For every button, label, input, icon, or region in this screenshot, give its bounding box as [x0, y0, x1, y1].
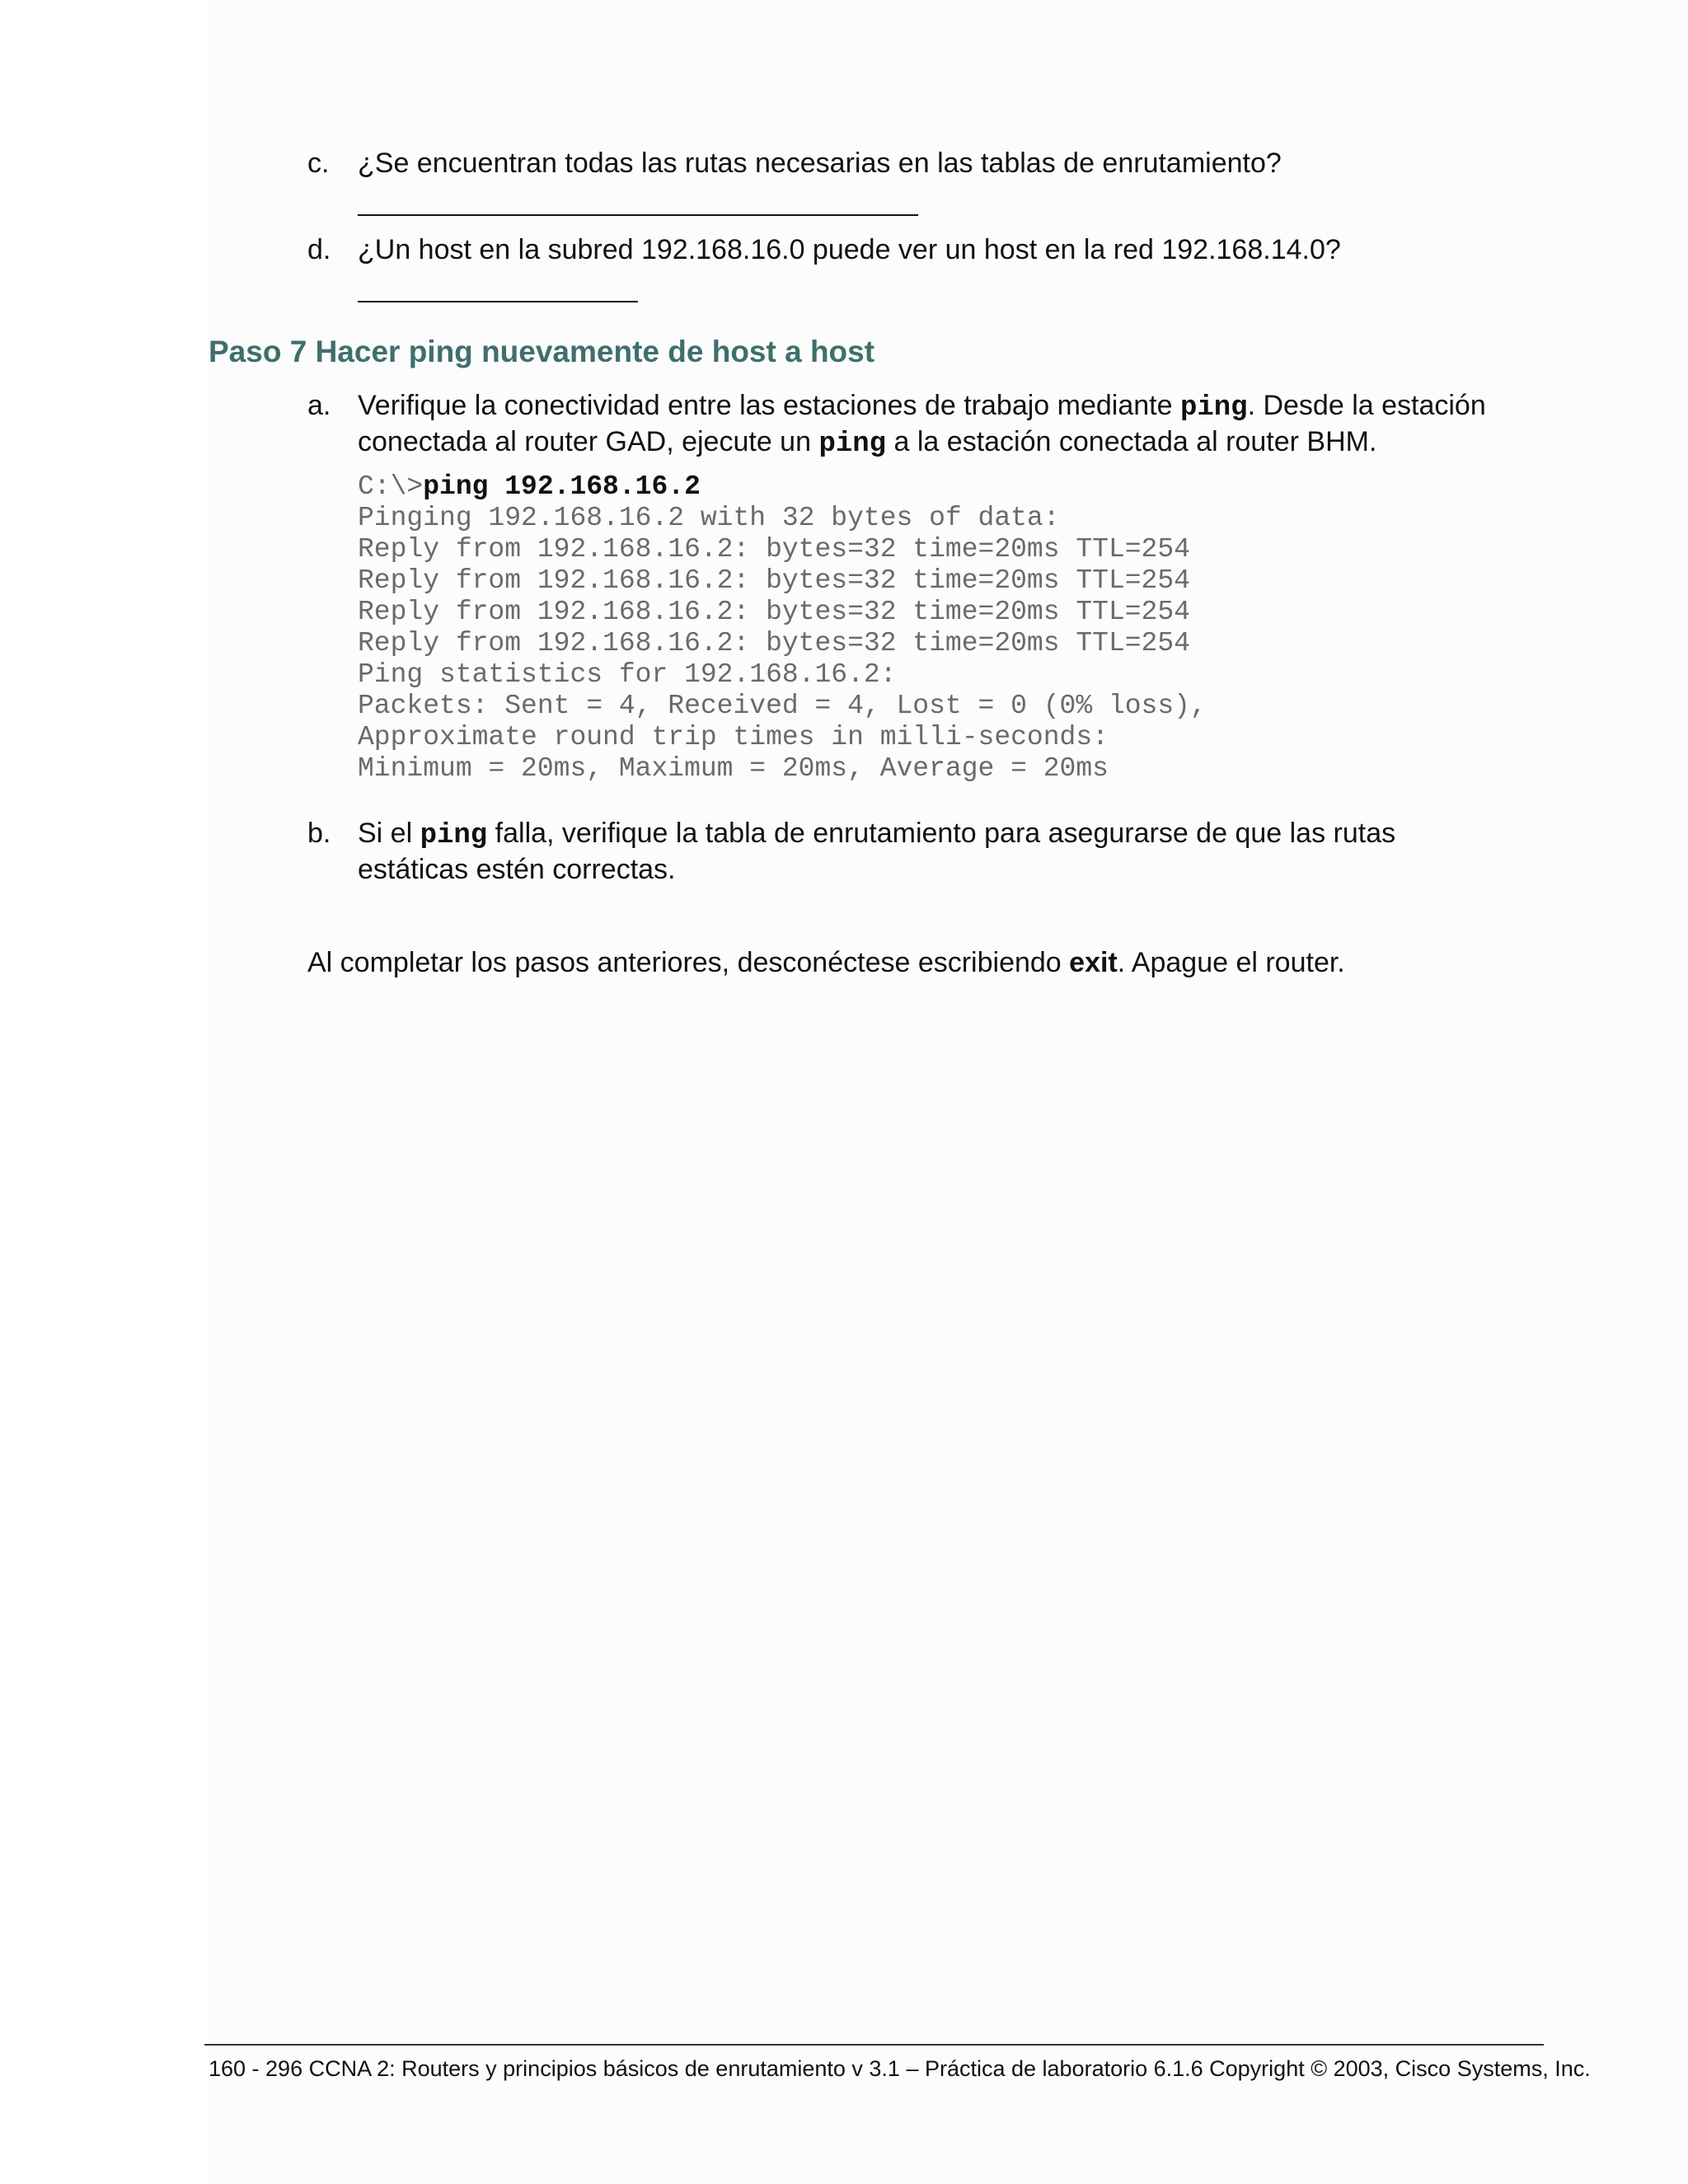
console-line: Approximate round trip times in milli-seconds: [358, 722, 1109, 752]
console-line: Reply from 192.168.16.2: bytes=32 time=20ms TTL=254 [358, 628, 1190, 658]
step-heading: Paso 7 Hacer ping nuevamente de host a host [209, 335, 875, 368]
item-a-letter: a. [307, 390, 331, 421]
inline-code: ping [818, 429, 887, 460]
item-b-text: Si el ping falla, verifique la tabla de enrutamiento para asegurarse de que las rutas estáticas estén correctas. [358, 818, 1396, 885]
console-line: Reply from 192.168.16.2: bytes=32 time=20ms TTL=254 [358, 597, 1190, 627]
console-line: Packets: Sent = 4, Received = 4, Lost = 0 (0% loss), [358, 691, 1207, 721]
page-footer: 160 - 296 CCNA 2: Routers y principios básicos de enrutamiento v 3.1 – Práctica de laboratorio 6.1.6 Copyright © 2003, Cisco Systems, Inc. [209, 2056, 1591, 2081]
console-line: Pinging 192.168.16.2 with 32 bytes of data: [358, 503, 1060, 533]
answer-blank-c[interactable] [358, 214, 918, 216]
console-output [358, 471, 1207, 785]
inline-code: ping [420, 820, 488, 851]
inline-code: ping [1179, 392, 1248, 424]
console-line: Ping statistics for 192.168.16.2: [358, 659, 897, 690]
answer-blank-d[interactable] [358, 301, 638, 302]
console-line: Reply from 192.168.16.2: bytes=32 time=20ms TTL=254 [358, 565, 1190, 596]
item-a-text: Verifique la conectividad entre las estaciones de trabajo mediante ping. Desde la estación conectada al router GAD, ejecute un ping a la estación conectada al router BHM. [358, 390, 1486, 460]
footer-divider [204, 2044, 1544, 2046]
console-command-line [358, 471, 1207, 503]
closing-text: Al completar los pasos anteriores, desconéctese escribiendo exit. Apague el router. [307, 947, 1345, 978]
console-line: Reply from 192.168.16.2: bytes=32 time=20ms TTL=254 [358, 534, 1190, 565]
exit-command: exit [1069, 947, 1118, 978]
item-b-letter: b. [307, 818, 331, 849]
question-d-text: ¿Un host en la subred 192.168.16.0 puede ver un host en la red 192.168.14.0? [358, 234, 1341, 265]
question-c-text: ¿Se encuentran todas las rutas necesarias en las tablas de enrutamiento? [358, 148, 1282, 179]
question-d-letter: d. [307, 234, 331, 265]
page-shade [208, 0, 1688, 2184]
console-prompt: C:\> [358, 471, 424, 502]
question-c-letter: c. [307, 148, 330, 179]
console-command: ping 192.168.16.2 [423, 471, 701, 502]
console-line: Minimum = 20ms, Maximum = 20ms, Average = 20ms [358, 753, 1109, 784]
